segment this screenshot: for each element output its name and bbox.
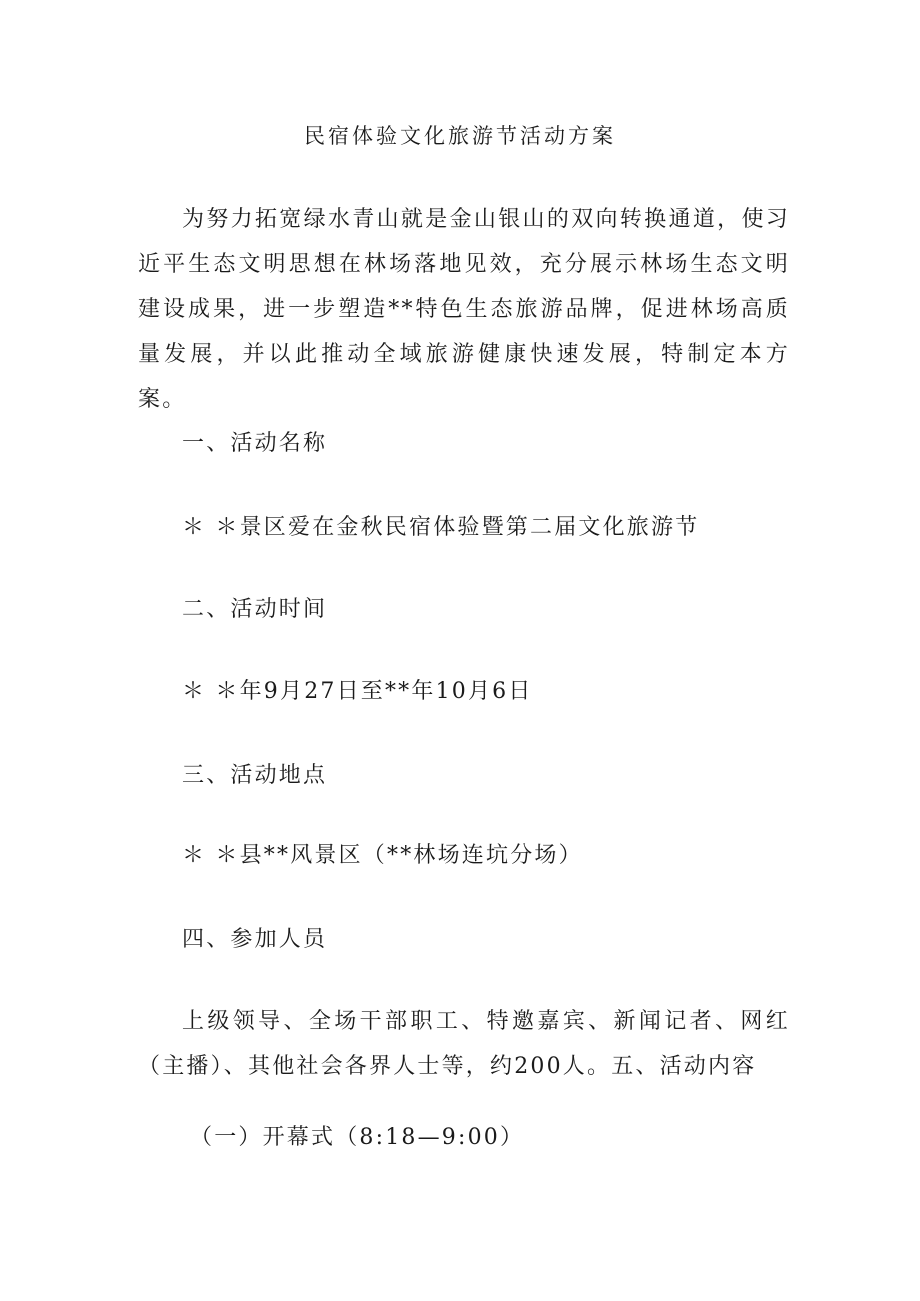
subsection-opening-ceremony: （一）开幕式（8:18—9:00） (190, 1125, 525, 1150)
section-content-participants: 上级领导、全场干部职工、特邀嘉宾、新闻记者、网红（主播）、其他社会各界人士等，约200人。五、活动内容 (138, 1009, 790, 1079)
section-heading-time: 二、活动时间 (182, 597, 328, 622)
section-content-name: ＊ ＊景区爱在金秋民宿体验暨第二届文化旅游节 (182, 515, 700, 540)
section-heading-participants: 四、参加人员 (182, 927, 328, 952)
section-content-time: ＊ ＊年9月27日至**年10月6日 (182, 679, 533, 704)
section-heading-location: 三、活动地点 (182, 763, 328, 788)
section-heading-name: 一、活动名称 (182, 431, 328, 456)
intro-paragraph: 为努力拓宽绿水青山就是金山银山的双向转换通道，使习近平生态文明思想在林场落地见效，充分展示林场生态文明建设成果，进一步塑造**特色生态旅游品牌，促进林场高质量发展，并以此推动全域旅游健康快速发展，特制定本方案。 (138, 207, 790, 412)
section-content-location: ＊ ＊县**风景区（**林场连坑分场） (182, 843, 583, 868)
document-title: 民宿体验文化旅游节活动方案 (304, 124, 616, 148)
